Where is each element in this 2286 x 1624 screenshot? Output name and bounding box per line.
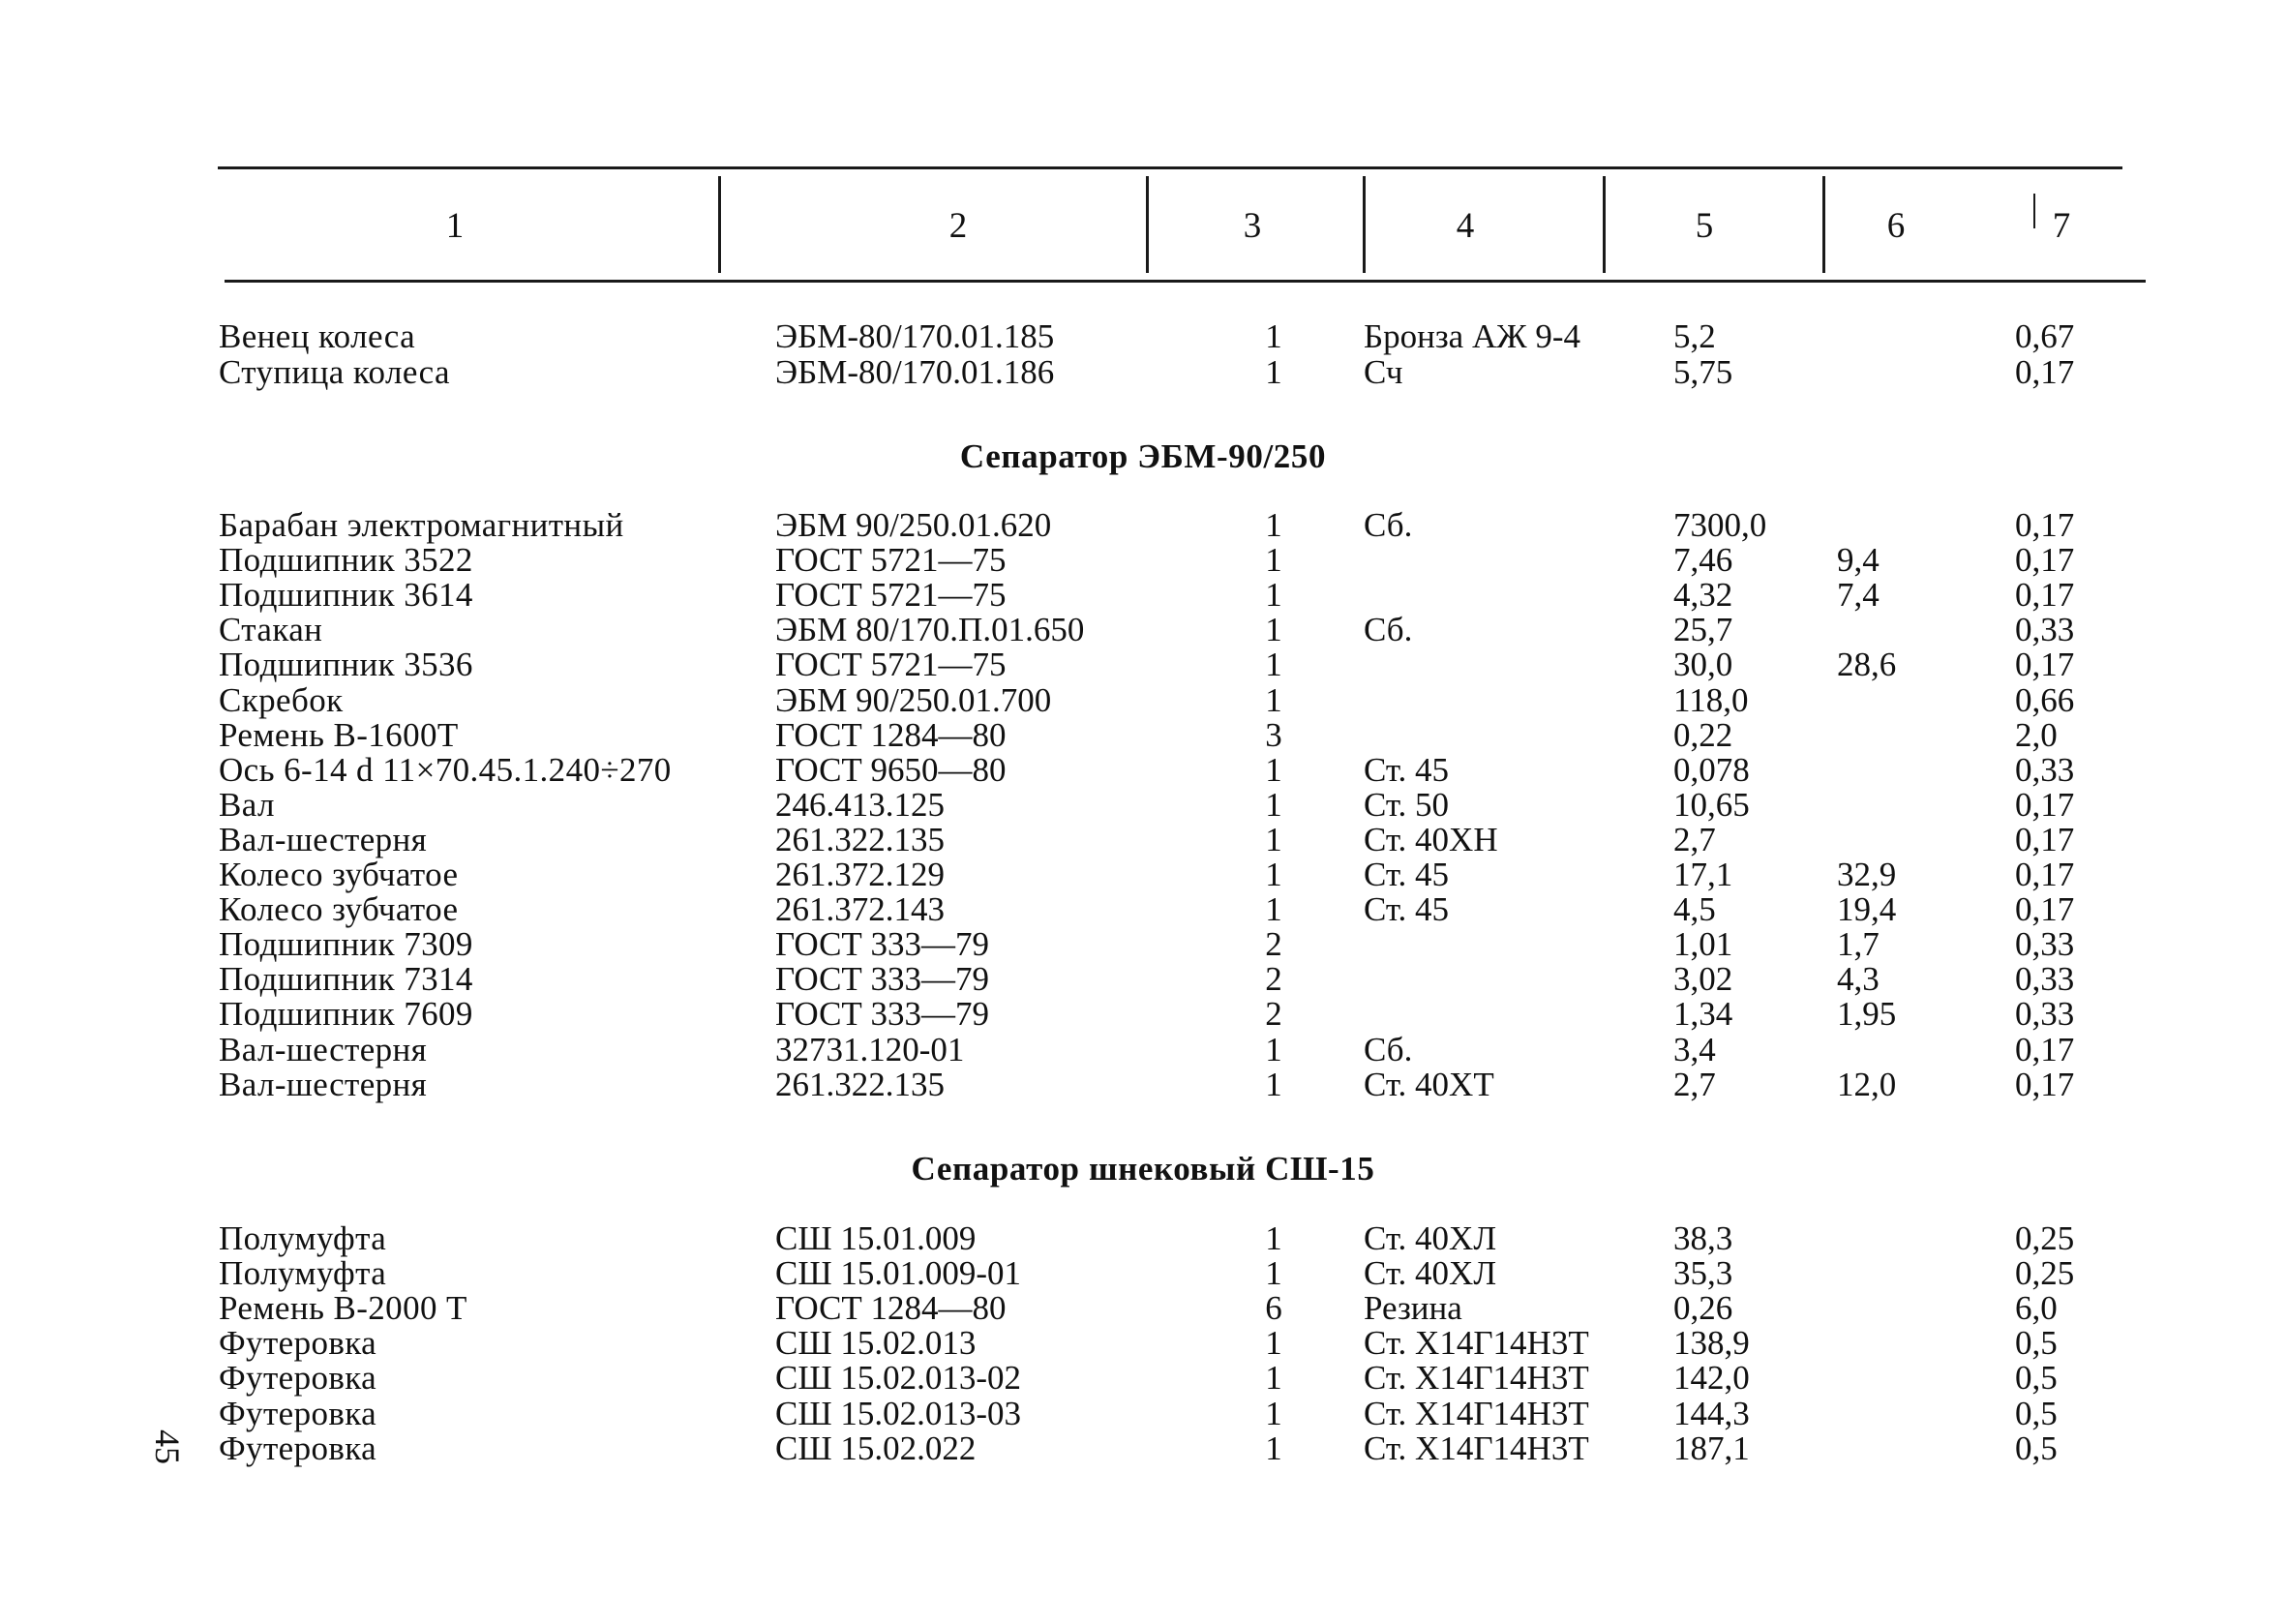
rate-cell: 0,17 xyxy=(2015,820,2075,858)
item-name-cell: Футеровка xyxy=(219,1324,377,1363)
mass-cell: 35,3 xyxy=(1673,1254,1733,1293)
table-row xyxy=(0,892,2286,927)
rate-cell: 0,17 xyxy=(2015,785,2075,824)
quantity-cell: 1 xyxy=(1265,576,1282,615)
designation-cell: СШ 15.01.009-01 xyxy=(775,1254,1022,1293)
quantity-cell: 1 xyxy=(1265,680,1282,719)
table-row xyxy=(0,647,2286,682)
quantity-cell: 1 xyxy=(1265,890,1282,929)
quantity-cell: 1 xyxy=(1265,1254,1282,1293)
designation-cell: 246.413.125 xyxy=(775,785,945,824)
mass-cell: 7300,0 xyxy=(1673,506,1767,544)
table-row xyxy=(0,1431,2286,1466)
column-number: 5 xyxy=(1695,206,1714,246)
material-cell: Ст. Х14Г14Н3Т xyxy=(1364,1324,1589,1363)
table-row xyxy=(0,997,2286,1032)
item-name-cell: Полумуфта xyxy=(219,1254,387,1293)
table-row xyxy=(0,613,2286,647)
material-cell: Резина xyxy=(1364,1289,1462,1328)
material-cell: Ст. 40ХЛ xyxy=(1364,1219,1497,1257)
mass-cell: 144,3 xyxy=(1673,1394,1750,1432)
mass-cell: 118,0 xyxy=(1673,680,1749,719)
table-row xyxy=(0,1394,2286,1432)
designation-cell: ЭБМ 90/250.01.700 xyxy=(775,680,1052,719)
mass-col6-cell: 9,4 xyxy=(1837,541,1880,580)
table-header-bottom-rule xyxy=(225,280,2146,283)
material-cell: Бронза АЖ 9-4 xyxy=(1364,317,1580,355)
quantity-cell: 1 xyxy=(1265,352,1282,391)
designation-cell: ГОСТ 333—79 xyxy=(775,995,990,1034)
quantity-cell: 1 xyxy=(1265,317,1282,355)
column-number: 6 xyxy=(1886,206,1906,246)
item-name-cell: Подшипник 7309 xyxy=(219,925,473,964)
mass-cell: 30,0 xyxy=(1673,646,1733,684)
table-row xyxy=(0,715,2286,754)
designation-cell: 261.372.143 xyxy=(775,890,945,929)
item-name-cell: Стакан xyxy=(219,611,323,649)
material-cell: Ст. Х14Г14Н3Т xyxy=(1364,1359,1589,1398)
mass-cell: 10,65 xyxy=(1673,785,1750,824)
rate-cell: 6,0 xyxy=(2015,1289,2058,1328)
quantity-cell: 1 xyxy=(1265,1429,1282,1467)
material-cell: Сб. xyxy=(1364,1030,1413,1068)
rate-cell: 0,17 xyxy=(2015,1065,2075,1103)
quantity-cell: 1 xyxy=(1265,506,1282,544)
quantity-cell: 1 xyxy=(1265,785,1282,824)
mass-col6-cell: 4,3 xyxy=(1837,960,1880,999)
quantity-cell: 1 xyxy=(1265,646,1282,684)
table-row xyxy=(0,680,2286,719)
rate-cell: 2,0 xyxy=(2015,715,2058,754)
rate-cell: 0,33 xyxy=(2015,960,2075,999)
table-row xyxy=(0,750,2286,789)
designation-cell: ГОСТ 5721—75 xyxy=(775,576,1007,615)
designation-cell: ГОСТ 5721—75 xyxy=(775,646,1007,684)
mass-col6-cell: 1,95 xyxy=(1837,995,1897,1034)
item-name-cell: Подшипник 3522 xyxy=(219,541,473,580)
quantity-cell: 1 xyxy=(1265,1359,1282,1398)
column-number: 4 xyxy=(1456,206,1475,246)
table-row xyxy=(0,508,2286,543)
material-cell: Ст. 40ХЛ xyxy=(1364,1254,1497,1293)
mass-cell: 187,1 xyxy=(1673,1429,1750,1467)
designation-cell: ГОСТ 333—79 xyxy=(775,960,990,999)
table-row xyxy=(0,1030,2286,1068)
mass-cell: 0,078 xyxy=(1673,750,1750,789)
table-row xyxy=(0,1326,2286,1361)
designation-cell: ГОСТ 1284—80 xyxy=(775,1289,1007,1328)
material-cell: Ст. 40ХТ xyxy=(1364,1065,1494,1103)
designation-cell: 261.322.135 xyxy=(775,820,945,858)
rate-cell: 0,5 xyxy=(2015,1394,2058,1432)
mass-cell: 7,46 xyxy=(1673,541,1733,580)
table-row xyxy=(0,543,2286,578)
mass-cell: 138,9 xyxy=(1673,1324,1750,1363)
item-name-cell: Ремень В-2000 Т xyxy=(219,1289,467,1328)
material-cell: Ст. Х14Г14Н3Т xyxy=(1364,1429,1589,1467)
mass-col6-cell: 19,4 xyxy=(1837,890,1897,929)
mass-cell: 4,32 xyxy=(1673,576,1733,615)
mass-col6-cell: 1,7 xyxy=(1837,925,1880,964)
material-cell: Ст. Х14Г14Н3Т xyxy=(1364,1394,1589,1432)
mass-cell: 1,34 xyxy=(1673,995,1733,1034)
item-name-cell: Футеровка xyxy=(219,1359,377,1398)
item-name-cell: Подшипник 7314 xyxy=(219,960,473,999)
mass-cell: 0,22 xyxy=(1673,715,1733,754)
designation-cell: 32731.120-01 xyxy=(775,1030,965,1068)
designation-cell: СШ 15.02.013 xyxy=(775,1324,977,1363)
rate-cell: 0,25 xyxy=(2015,1219,2075,1257)
rate-cell: 0,5 xyxy=(2015,1429,2058,1467)
rate-cell: 0,17 xyxy=(2015,1030,2075,1068)
item-name-cell: Колесо зубчатое xyxy=(219,856,459,893)
material-cell: Ст. 45 xyxy=(1364,856,1450,893)
mass-cell: 5,75 xyxy=(1673,352,1733,391)
item-name-cell: Венец колеса xyxy=(219,317,416,355)
quantity-cell: 2 xyxy=(1265,925,1282,964)
designation-cell: ГОСТ 5721—75 xyxy=(775,541,1007,580)
quantity-cell: 1 xyxy=(1265,541,1282,580)
designation-cell: СШ 15.02.013-02 xyxy=(775,1359,1022,1398)
section-title: Сепаратор ЭБМ-90/250 xyxy=(959,437,1327,475)
mass-cell: 2,7 xyxy=(1673,820,1716,858)
material-cell: Сб. xyxy=(1364,611,1413,649)
table-row xyxy=(0,962,2286,997)
rate-cell: 0,5 xyxy=(2015,1324,2058,1363)
rate-cell: 0,33 xyxy=(2015,750,2075,789)
section-title: Сепаратор шнековый СШ-15 xyxy=(911,1150,1375,1188)
table-row xyxy=(0,578,2286,613)
column-separator xyxy=(1822,176,1825,273)
rate-cell: 0,66 xyxy=(2015,680,2075,719)
table-header-top-rule xyxy=(218,166,2122,169)
column-separator xyxy=(1363,176,1366,273)
column-number: 7 xyxy=(2052,206,2071,246)
designation-cell: СШ 15.02.013-03 xyxy=(775,1394,1022,1432)
mass-col6-cell: 32,9 xyxy=(1837,856,1897,893)
column-number: 1 xyxy=(445,206,465,246)
table-row xyxy=(0,352,2286,391)
table-row xyxy=(0,1221,2286,1256)
item-name-cell: Вал xyxy=(219,785,275,824)
designation-cell: ГОСТ 1284—80 xyxy=(775,715,1007,754)
rate-cell: 0,17 xyxy=(2015,856,2075,893)
rate-cell: 0,25 xyxy=(2015,1254,2075,1293)
quantity-cell: 1 xyxy=(1265,856,1282,893)
table-row xyxy=(0,1361,2286,1396)
mass-cell: 142,0 xyxy=(1673,1359,1750,1398)
quantity-cell: 1 xyxy=(1265,1324,1282,1363)
quantity-cell: 1 xyxy=(1265,750,1282,789)
mass-col6-cell: 12,0 xyxy=(1837,1065,1897,1103)
item-name-cell: Футеровка xyxy=(219,1394,377,1432)
mass-cell: 0,26 xyxy=(1673,1289,1733,1328)
quantity-cell: 1 xyxy=(1265,820,1282,858)
column-number: 2 xyxy=(948,206,968,246)
mass-cell: 5,2 xyxy=(1673,317,1716,355)
material-cell: Ст. 40ХН xyxy=(1364,820,1498,858)
page-number: 45 xyxy=(148,1429,187,1464)
mass-col6-cell: 7,4 xyxy=(1837,576,1880,615)
designation-cell: СШ 15.02.022 xyxy=(775,1429,977,1467)
column-separator xyxy=(1603,176,1606,273)
rate-cell: 0,33 xyxy=(2015,995,2075,1034)
item-name-cell: Скребок xyxy=(219,680,344,719)
column-separator xyxy=(718,176,721,273)
quantity-cell: 1 xyxy=(1265,1394,1282,1432)
designation-cell: ЭБМ 80/170.П.01.650 xyxy=(775,611,1085,649)
designation-cell: ЭБМ-80/170.01.186 xyxy=(775,352,1055,391)
item-name-cell: Ступица колеса xyxy=(219,352,450,391)
item-name-cell: Полумуфта xyxy=(219,1219,387,1257)
column-number: 3 xyxy=(1243,206,1262,246)
designation-cell: ГОСТ 333—79 xyxy=(775,925,990,964)
quantity-cell: 1 xyxy=(1265,1219,1282,1257)
rate-cell: 0,17 xyxy=(2015,576,2075,615)
rate-cell: 0,33 xyxy=(2015,611,2075,649)
rate-cell: 0,17 xyxy=(2015,506,2075,544)
item-name-cell: Ось 6-14 d 11×70.45.1.240÷270 xyxy=(219,750,672,789)
column-separator xyxy=(1146,176,1149,273)
quantity-cell: 1 xyxy=(1265,1065,1282,1103)
table-row xyxy=(0,820,2286,858)
rate-cell: 0,17 xyxy=(2015,352,2075,391)
mass-cell: 2,7 xyxy=(1673,1065,1716,1103)
rate-cell: 0,17 xyxy=(2015,890,2075,929)
mass-cell: 25,7 xyxy=(1673,611,1733,649)
mass-cell: 38,3 xyxy=(1673,1219,1733,1257)
rate-cell: 0,17 xyxy=(2015,646,2075,684)
mass-cell: 1,01 xyxy=(1673,925,1733,964)
item-name-cell: Футеровка xyxy=(219,1429,377,1467)
rate-cell: 0,33 xyxy=(2015,925,2075,964)
quantity-cell: 3 xyxy=(1265,715,1282,754)
table-row xyxy=(0,1065,2286,1103)
designation-cell: СШ 15.01.009 xyxy=(775,1219,977,1257)
table-row xyxy=(0,1291,2286,1326)
mass-col6-cell: 28,6 xyxy=(1837,646,1897,684)
table-row xyxy=(0,857,2286,892)
item-name-cell: Подшипник 7609 xyxy=(219,995,473,1034)
item-name-cell: Колесо зубчатое xyxy=(219,890,459,929)
mass-cell: 3,4 xyxy=(1673,1030,1716,1068)
item-name-cell: Подшипник 3536 xyxy=(219,646,473,684)
mass-cell: 17,1 xyxy=(1673,856,1733,893)
quantity-cell: 2 xyxy=(1265,995,1282,1034)
quantity-cell: 1 xyxy=(1265,1030,1282,1068)
material-cell: Ст. 45 xyxy=(1364,890,1450,929)
quantity-cell: 1 xyxy=(1265,611,1282,649)
material-cell: Ст. 45 xyxy=(1364,750,1450,789)
item-name-cell: Ремень В-1600Т xyxy=(219,715,459,754)
designation-cell: ГОСТ 9650—80 xyxy=(775,750,1007,789)
designation-cell: 261.322.135 xyxy=(775,1065,945,1103)
table-row xyxy=(0,785,2286,824)
rate-cell: 0,5 xyxy=(2015,1359,2058,1398)
material-cell: Сч xyxy=(1364,352,1403,391)
mass-cell: 4,5 xyxy=(1673,890,1716,929)
item-name-cell: Вал-шестерня xyxy=(219,1030,428,1068)
table-row xyxy=(0,1256,2286,1291)
table-row xyxy=(0,927,2286,962)
quantity-cell: 2 xyxy=(1265,960,1282,999)
item-name-cell: Барабан электромагнитный xyxy=(219,506,624,544)
item-name-cell: Вал-шестерня xyxy=(219,820,428,858)
mass-cell: 3,02 xyxy=(1673,960,1733,999)
rate-cell: 0,17 xyxy=(2015,541,2075,580)
item-name-cell: Вал-шестерня xyxy=(219,1065,428,1103)
item-name-cell: Подшипник 3614 xyxy=(219,576,473,615)
designation-cell: 261.372.129 xyxy=(775,856,945,893)
designation-cell: ЭБМ 90/250.01.620 xyxy=(775,506,1052,544)
quantity-cell: 6 xyxy=(1265,1289,1282,1328)
rate-cell: 0,67 xyxy=(2015,317,2075,355)
material-cell: Ст. 50 xyxy=(1364,785,1450,824)
designation-cell: ЭБМ-80/170.01.185 xyxy=(775,317,1055,355)
material-cell: Сб. xyxy=(1364,506,1413,544)
table-row xyxy=(0,319,2286,354)
